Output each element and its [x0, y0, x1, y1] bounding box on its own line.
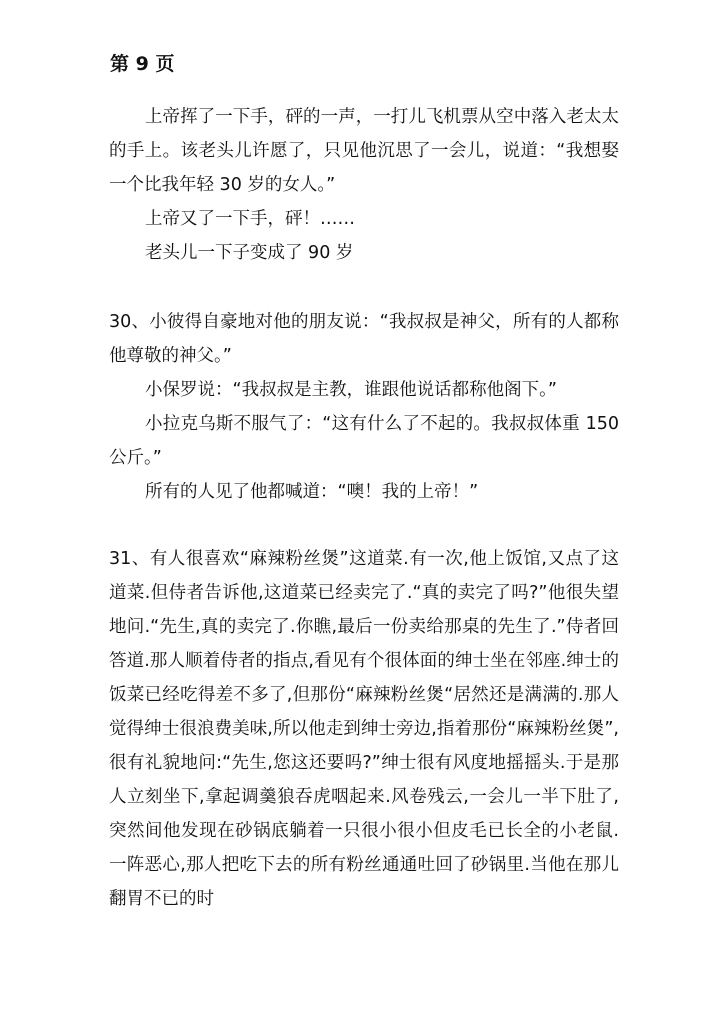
- paragraph: 30、小彼得自豪地对他的朋友说：“我叔叔是神父，所有的人都称他尊敬的神父。”: [109, 312, 619, 366]
- paragraph: 上帝又了一下手，砰！……: [145, 209, 355, 229]
- page-title: 第 9 页: [110, 53, 175, 75]
- paragraph: 上帝挥了一下手，砰的一声，一打儿飞机票从空中落入老太太的手上。该老头儿许愿了，只见他沉思了一会儿，说道：“我想娶一个比我年轻 30 岁的女人。”: [109, 107, 619, 195]
- paragraph: 老头儿一下子变成了 90 岁: [145, 243, 354, 263]
- paragraph: 31、有人很喜欢“麻辣粉丝煲”这道菜.有一次,他上饭馆,又点了这道菜.但侍者告诉他,这道菜已经卖完了.“真的卖完了吗?”他很失望地问.“先生,真的卖完了.你瞧,最后一份卖给那桌的先生了.”侍者回答道.那人顺着侍者的指点,看见有个很体面的绅士坐在邻座.绅士的饭菜已经吃得差不多了,但那份“麻辣粉丝煲“居然还是满满的.那人觉得绅士很浪费美味,所以他走到绅士旁边,指着那份“麻辣粉丝煲”,很有礼貌地问:“先生,您这还要吗?”绅士很有风度地摇摇头.于是那人立刻坐下,拿起调羹狼吞虎咽起来.风卷残云,一会儿一半下肚了,突然间他发现在砂锅底躺着一只很小很小但皮毛已长全的小老鼠.一阵恶心,那人把吃下去的所有粉丝通通吐回了砂锅里.当他在那儿翻胃不已的时: [109, 549, 619, 909]
- story-section-30: [109, 305, 625, 509]
- paragraph: 小保罗说：“我叔叔是主教，谁跟他说话都称他阁下。”: [145, 380, 557, 400]
- story-section-god-wishes: [109, 100, 619, 270]
- story-section-31: [109, 542, 619, 916]
- paragraph: 所有的人见了他都喊道：“噢！我的上帝！”: [145, 482, 479, 502]
- paragraph: 小拉克乌斯不服气了：“这有什么了不起的。我叔叔体重 150 公斤。”: [109, 414, 625, 468]
